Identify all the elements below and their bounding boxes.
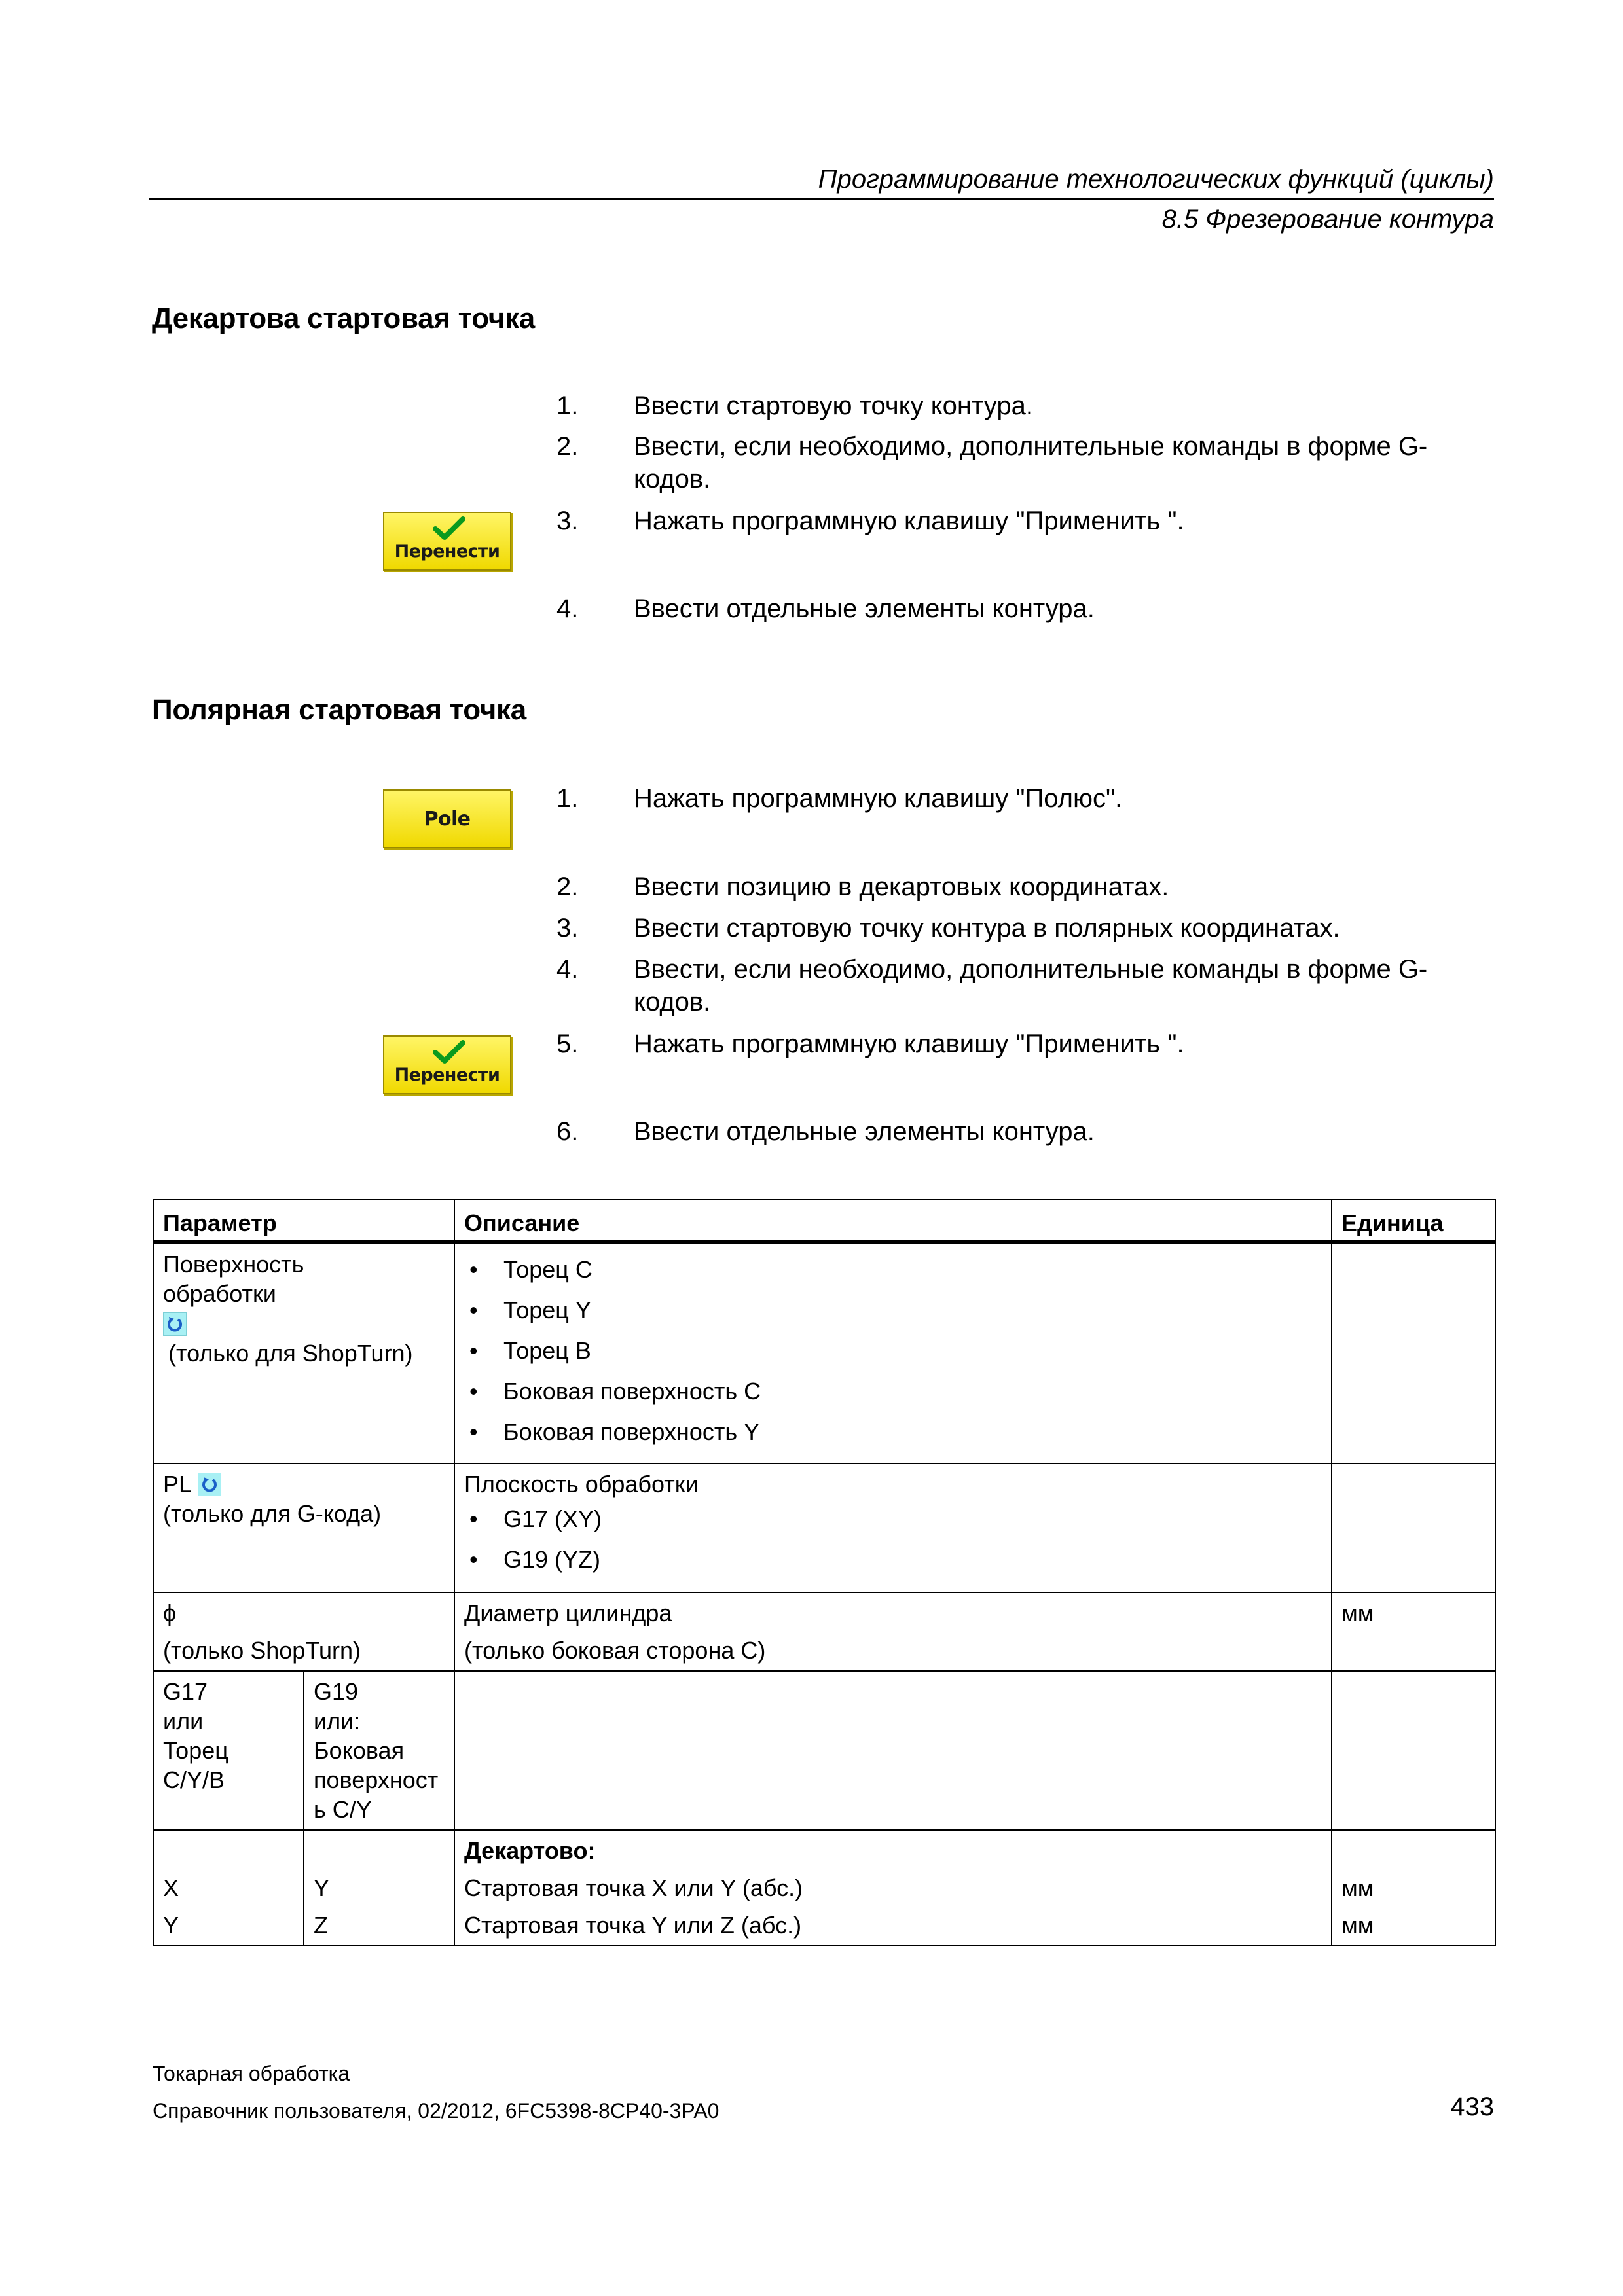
softkey-label: Перенести (394, 541, 500, 562)
list-item: • Боковая поверхность C (464, 1376, 1324, 1406)
param-name: поверхност (314, 1767, 439, 1793)
step-text: Ввести стартовую точку контура. (634, 391, 1033, 420)
description-text: Диаметр цилиндра (464, 1600, 672, 1626)
unit-cell (1332, 1830, 1495, 1946)
toggle-icon[interactable] (198, 1473, 221, 1496)
list-item: • Торец Y (464, 1295, 1324, 1325)
step-number: 3. (556, 914, 579, 942)
description-text: Стартовая точка Y или Z (абс.) (464, 1912, 802, 1939)
param-note: (только для ShopTurn) (168, 1340, 413, 1367)
step-text: Нажать программную клавишу "Полюс". (634, 784, 1123, 813)
checkmark-icon (384, 1039, 513, 1066)
param-name: C/Y/B (163, 1767, 225, 1793)
param-name: Y (314, 1874, 330, 1901)
description-cell (454, 1671, 1332, 1830)
param-cell (153, 1463, 454, 1592)
list-item: • Торец B (464, 1336, 1324, 1365)
param-name: X (163, 1874, 179, 1901)
section-heading-polar: Полярная стартовая точка (152, 694, 526, 726)
toggle-icon[interactable] (163, 1312, 187, 1336)
header-param: Параметр (153, 1200, 454, 1242)
description-heading: Декартово: (464, 1837, 596, 1864)
step-number: 1. (556, 391, 579, 420)
step-text: Ввести, если необходимо, дополнительные команды в форме G-кодов. (634, 955, 1428, 1016)
step-text: Нажать программную клавишу "Применить ". (634, 1030, 1184, 1058)
list-item: • G17 (XY) (464, 1504, 1324, 1534)
step-number: 3. (556, 507, 579, 535)
step-number: 4. (556, 955, 579, 984)
description-text: Стартовая точка X или Y (абс.) (464, 1874, 803, 1901)
softkey-label: Pole (424, 808, 471, 831)
description-cell (454, 1242, 1332, 1463)
table-row (153, 1463, 1495, 1592)
header-unit: Единица (1332, 1200, 1495, 1242)
step-text: Ввести, если необходимо, дополнительные команды в форме G-кодов. (634, 432, 1428, 493)
table-header-row (153, 1200, 1495, 1242)
footer-document-id: Справочник пользователя, 02/2012, 6FC5398-8CP40-3PA0 (153, 2099, 720, 2123)
unit-cell (1332, 1671, 1495, 1830)
unit-cell (1332, 1463, 1495, 1592)
step-number: 4. (556, 594, 579, 623)
apply-softkey[interactable] (383, 1035, 511, 1094)
param-name: G17 (163, 1678, 208, 1705)
table-row (153, 1242, 1495, 1463)
unit-value: мм (1341, 1874, 1374, 1901)
param-name: обработки (163, 1280, 276, 1307)
description-cell (454, 1830, 1332, 1946)
header-description: Описание (454, 1200, 1332, 1242)
description-cell (454, 1463, 1332, 1592)
list-item: • Боковая поверхность Y (464, 1417, 1324, 1446)
table-row (153, 1592, 1495, 1671)
page-number: 433 (1450, 2092, 1494, 2121)
description-text: (только боковая сторона C) (464, 1637, 766, 1664)
running-header-title: Программирование технологических функций (циклы) (818, 165, 1494, 194)
param-name: или (163, 1708, 204, 1734)
running-header-subtitle: 8.5 Фрезерование контура (1161, 205, 1494, 234)
description-text: Плоскость обработки (464, 1471, 699, 1498)
param-cell (304, 1830, 454, 1946)
param-name: Боковая (314, 1737, 405, 1764)
pole-softkey[interactable] (383, 789, 511, 848)
apply-softkey[interactable] (383, 512, 511, 571)
param-name: или: (314, 1708, 361, 1734)
step-number: 1. (556, 784, 579, 813)
unit-cell: мм (1332, 1592, 1495, 1671)
footer-product: Токарная обработка (153, 2062, 350, 2085)
softkey-label: Перенести (394, 1065, 500, 1085)
param-cell (153, 1671, 304, 1830)
param-name: PL (163, 1471, 191, 1498)
step-text: Нажать программную клавишу "Применить ". (634, 507, 1184, 535)
unit-cell (1332, 1242, 1495, 1463)
param-cell (153, 1592, 454, 1671)
param-cell (153, 1242, 454, 1463)
step-text: Ввести стартовую точку контура в полярных координатах. (634, 914, 1340, 942)
step-text: Ввести отдельные элементы контура. (634, 594, 1095, 623)
table-row (153, 1671, 1495, 1830)
list-item: • Торец C (464, 1255, 1324, 1284)
param-note: (только для G-кода) (163, 1500, 382, 1527)
param-name: Торец (163, 1737, 228, 1764)
parameter-table (153, 1199, 1496, 1946)
param-cell (153, 1830, 304, 1946)
description-cell (454, 1592, 1332, 1671)
param-name: Y (163, 1912, 179, 1939)
param-note: (только ShopTurn) (163, 1637, 361, 1664)
section-heading-cartesian: Декартова стартовая точка (152, 302, 535, 334)
header-rule (149, 198, 1494, 200)
step-text: Ввести позицию в декартовых координатах. (634, 872, 1169, 901)
param-name: G19 (314, 1678, 359, 1705)
param-name: Z (314, 1912, 328, 1939)
step-number: 2. (556, 432, 579, 461)
step-number: 5. (556, 1030, 579, 1058)
param-name: Поверхность (163, 1251, 304, 1278)
list-item: • G19 (YZ) (464, 1545, 1324, 1574)
step-number: 6. (556, 1117, 579, 1146)
unit-value: мм (1341, 1912, 1374, 1939)
step-number: 2. (556, 872, 579, 901)
param-cell (304, 1671, 454, 1830)
param-name: ϕ (163, 1600, 177, 1626)
table-row (153, 1830, 1495, 1946)
step-text: Ввести отдельные элементы контура. (634, 1117, 1095, 1146)
checkmark-icon (384, 516, 513, 542)
param-name: ь C/Y (314, 1796, 372, 1823)
